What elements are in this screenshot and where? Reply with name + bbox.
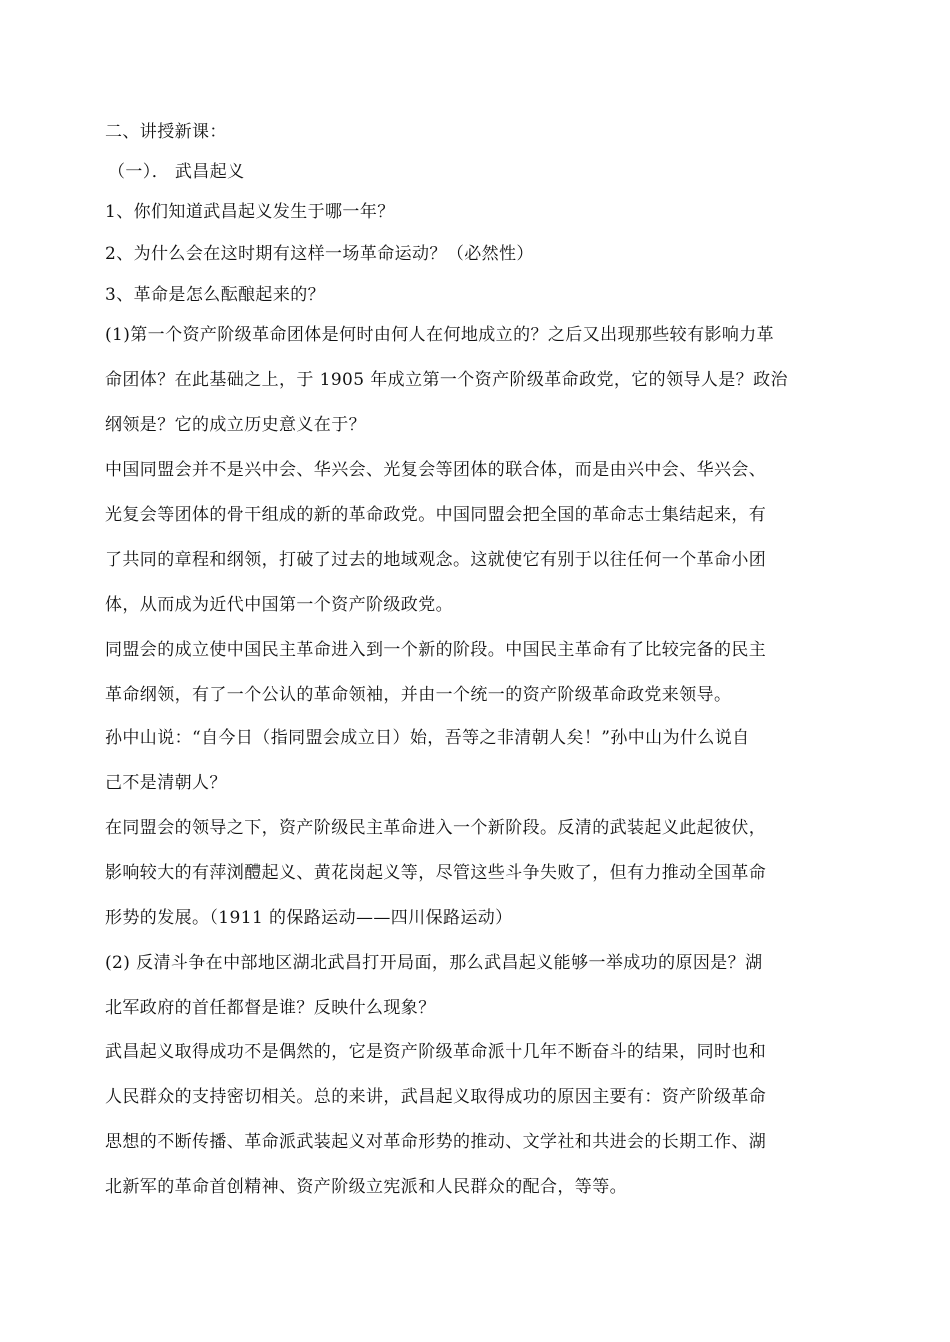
- paragraph-line: 北新军的革命首创精神、资产阶级立宪派和人民群众的配合，等等。: [105, 1177, 627, 1197]
- paragraph-line: 人民群众的支持密切相关。总的来讲，武昌起义取得成功的原因主要有：资产阶级革命: [105, 1087, 767, 1107]
- paragraph-line: 武昌起义取得成功不是偶然的，它是资产阶级革命派十几年不断奋斗的结果，同时也和: [105, 1042, 767, 1062]
- paragraph-line: (2) 反清斗争在中部地区湖北武昌打开局面，那么武昌起义能够一举成功的原因是？湖: [105, 953, 763, 973]
- paragraph-line: 了共同的章程和纲领，打破了过去的地域观念。这就使它有别于以往任何一个革命小团: [105, 550, 767, 570]
- paragraph-line: 命团体？在此基础之上，于 1905 年成立第一个资产阶级革命政党，它的领导人是？政治: [105, 370, 788, 390]
- paragraph-line: 形势的发展。（1911 的保路运动——四川保路运动）: [105, 908, 513, 928]
- paragraph-line: 孙中山说：“自今日（指同盟会成立日）始，吾等之非清朝人矣！”孙中山为什么说自: [105, 728, 750, 748]
- paragraph-line: 中国同盟会并不是兴中会、华兴会、光复会等团体的联合体，而是由兴中会、华兴会、: [105, 460, 767, 480]
- paragraph-line: 己不是清朝人？: [105, 773, 227, 793]
- paragraph-line: 北军政府的首任都督是谁？反映什么现象？: [105, 998, 436, 1018]
- paragraph-line: (1)第一个资产阶级革命团体是何时由何人在何地成立的？之后又出现那些较有影响力革: [105, 325, 775, 345]
- paragraph-line: 纲领是？它的成立历史意义在于？: [105, 415, 366, 435]
- paragraph-line: 同盟会的成立使中国民主革命进入到一个新的阶段。中国民主革命有了比较完备的民主: [105, 640, 767, 660]
- subsection-heading: （一）． 武昌起义: [108, 162, 245, 182]
- paragraph-line: 思想的不断传播、革命派武装起义对革命形势的推动、文学社和共进会的长期工作、湖: [105, 1132, 767, 1152]
- paragraph-line: 光复会等团体的骨干组成的新的革命政党。中国同盟会把全国的革命志士集结起来，有: [105, 505, 767, 525]
- question-3: 3、革命是怎么酝酿起来的？: [105, 285, 326, 305]
- section-heading: 二、讲授新课：: [105, 122, 227, 142]
- paragraph-line: 革命纲领，有了一个公认的革命领袖，并由一个统一的资产阶级革命政党来领导。: [105, 685, 732, 705]
- paragraph-line: 影响较大的有萍浏醴起义、黄花岗起义等，尽管这些斗争失败了，但有力推动全国革命: [105, 863, 767, 883]
- paragraph-line: 在同盟会的领导之下，资产阶级民主革命进入一个新阶段。反清的武装起义此起彼伏，: [105, 818, 767, 838]
- paragraph-line: 体，从而成为近代中国第一个资产阶级政党。: [105, 595, 453, 615]
- question-2: 2、为什么会在这时期有这样一场革命运动？（必然性）: [105, 244, 534, 264]
- question-1: 1、你们知道武昌起义发生于哪一年？: [105, 202, 395, 222]
